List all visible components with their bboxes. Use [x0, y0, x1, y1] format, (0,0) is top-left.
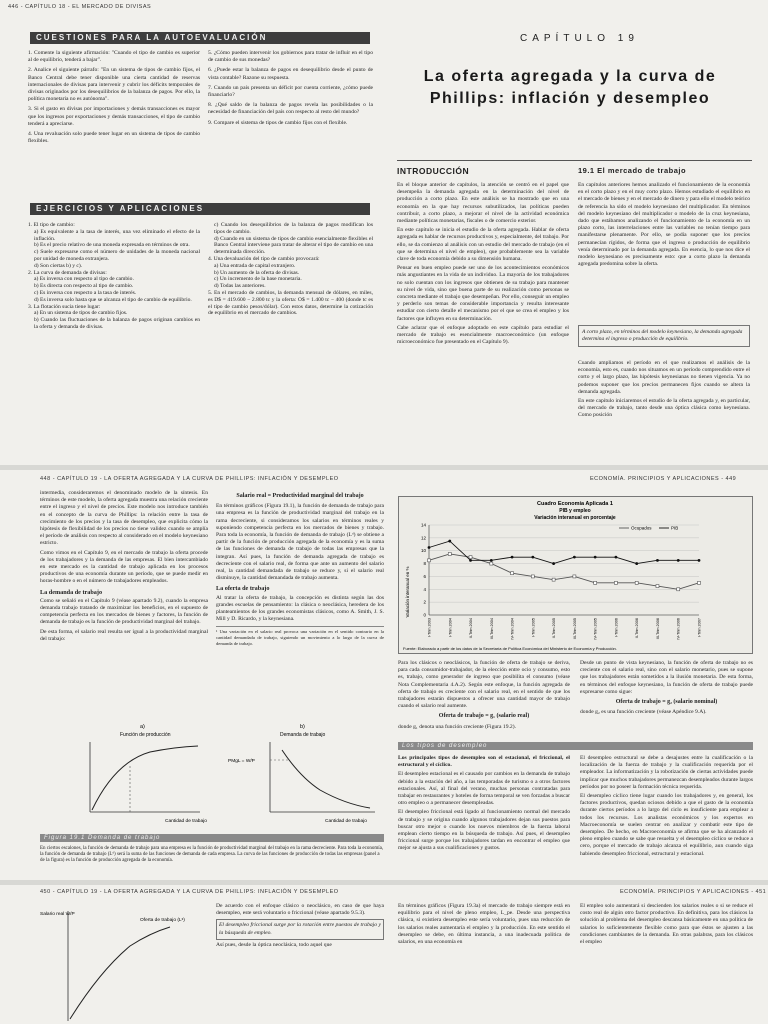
paragraph: Así pues, desde la óptica neoclásica, todo aquel que — [216, 941, 332, 948]
paragraph: El empleo solo aumentará si descienden los salarios reales o si se reduce el costo real de algún otro factor productivo. En definitiva, para los clásicos la solución al problema del desempleo descansa básicamente en una política de salarios lo suficientemente flexible como para que éstos se ajusten a las condiciones cambiantes de la demanda. En otras palabras, para los clásicos el empleo — [580, 903, 753, 946]
column-1 — [40, 490, 208, 645]
paragraph: En el bloque anterior de capítulos, la atención se centró en el papel que desempeña la demanda agregada en la determinación del nivel de producción a corto plazo. En este análisis se ha mostrado que en una economía en la que hay recursos subutilizados, las políticas pueden contribuir, a corto plazo, a mejorar el nivel de la actividad económica mediante políticas monetarias, fiscales o de comercio exterior. — [397, 182, 569, 225]
highlight-box — [578, 325, 750, 347]
y-tick-label: 14 — [420, 522, 426, 528]
exercise-option: c) Es inversa con respecto a la tasa de interés. — [34, 289, 137, 296]
data-point-ocupados — [635, 581, 638, 584]
section-band-ejercicios: EJERCICIOS Y APLICACIONES — [30, 203, 370, 215]
exercise-option: a) Es inversa con respecto al tipo de cambio. — [34, 276, 134, 283]
production-curve — [92, 746, 198, 810]
question-item: 3. Si el gasto en divisas por importaciones y demás transacciones es mayor que los ingresos por exportaciones y demás transacciones, el tipo de cambio tenderá a apreciarse. — [28, 106, 200, 127]
fig-a-x-label: Cantidad de trabajo — [165, 819, 207, 824]
data-point-pib — [656, 559, 659, 562]
chart-source: Fuente: Elaborado a partir de los datos de la Secretaría de Política Económica del Ministerio de Economía y Producción. — [403, 646, 617, 651]
intro-heading: INTRODUCCIÓN — [397, 166, 470, 176]
paragraph: Cuando ampliamos el período en el que realizamos el análisis de la economía, esto es, cuando nos situamos en un período comprendido entre el corto y el largo plazo, las hipótesis keynesianas no tienen vigencia. Ya no podemos suponer que los precios permanecen fijos cuando se altera la demanda agregada. — [578, 360, 750, 395]
exercise-option: d) Cuando en un sistema de tipos de cambio esencialmente flexibles el Banco Central interviene para tratar de alterar el tipo de cambio en una determinada dirección. — [214, 235, 373, 256]
paragraph: En este capítulo iniciaremos el estudio de la oferta agregada y, en particular, del mercado de trabajo, tanto desde una óptica clásica como keynesiana. Como posición — [578, 398, 750, 419]
data-point-pib — [552, 562, 555, 565]
question-item: 4. Una revaluación solo puede tener lugar en un sistema de tipos de cambio flexibles. — [28, 131, 200, 145]
paragraph: Pensar en buen empleo puede ser uno de los acontecimientos económicos más angustiantes en la vida de un individuo. La mayoría de los trabajadores no solo cuentan con los ingresos que obtienen de su trabajo para mantener su nivel de vida, sino que buena parte de su realización como personas se concreta mediante el trabajo que desempeñan. Por ello, conseguir un empleo y perderlo son temas de considerable importancia y resulta interesante estudiar con cierto detalle el mecanismo por el que se crea el empleo y los factores que influyen en su determinación. — [397, 265, 569, 322]
x-tick-label: II-Trim 2005 — [552, 618, 557, 639]
figure-19-1 — [70, 722, 380, 832]
data-point-pib — [511, 556, 514, 559]
question-item: 9. Compare el sistema de tipos de cambio fijos con el flexible. — [208, 119, 348, 126]
section-band-autoevaluacion: CUESTIONES PARA LA AUTOEVALUACIÓN — [30, 32, 370, 44]
exercise-item: 1. El tipo de cambio: — [28, 222, 75, 228]
intro-column — [397, 182, 569, 348]
x-tick-label: IV-Trim 2005 — [593, 618, 598, 640]
x-tick-label: I-Trim 2007 — [697, 618, 702, 638]
exercise-option: b) Un aumento de la oferta de divisas. — [214, 269, 300, 276]
y-tick-label: 2 — [423, 599, 426, 605]
exercise-option: c) Suele expresarse como el número de unidades de la moneda nacional por unidad de moneda extranjera. — [34, 249, 200, 262]
x-tick-label: I-Trim 2003 — [427, 618, 432, 638]
x-tick-label: IV-Trim 2004 — [510, 618, 515, 640]
column-3 — [398, 660, 570, 733]
data-point-ocupados — [677, 588, 680, 591]
paragraph: En términos gráficos (Figura 19.3a) el mercado de trabajo siempre está en equilibrio para el nivel de pleno empleo, L_pe. Desde una perspectiva clásica, si existiera desempleo este sería voluntario, pues una reducción de los salarios reales aumentaría el empleo y la producción. En este sentido el desempleo se debe, en última instancia, a una inadecuada política de salarios, en una economía en — [398, 903, 570, 946]
data-point-pib — [615, 556, 618, 559]
legend-label: PIB — [671, 525, 679, 531]
exercise-option: a) En un sistema de tipos de cambio fijos. — [34, 310, 128, 317]
highlight-box: El desempleo friccional surge por la rotación entre puestos de trabajo y la búsqueda de empleo. — [216, 919, 384, 939]
paragraph: Al tratar la oferta de trabajo, la concepción es distinta según las dos grandes escuelas de pensamiento: la clásica o neoclásica, heredera de los planteamientos de los grandes economistas clásicos, como A. Smith, J. S. Mill y D. Ricardo, y la keynesiana. — [216, 594, 384, 623]
paragraph: Para los clásicos o neoclásicos, la función de oferta de trabajo se deriva, para cada consumidor-trabajador, de la elección entre ocio y consumo, esto es, trabajo, como generador de ingreso que posibilita el consumo (véase Nota Complementaria 4.A.2). Según este enfoque, la función agregada de oferta de trabajo es creciente con el salario real, en el sentido de que los trabajadores estarán dispuestos a ofrecer una cantidad mayor de trabajo cuando el salario real aumente. — [398, 660, 570, 710]
x-tick-label: I-Trim 2006 — [614, 618, 619, 638]
x-tick-label: IV-Trim 2006 — [676, 618, 681, 640]
data-point-ocupados — [573, 575, 576, 578]
exercise-option: d) Es inversa solo hasta que se alcanza el tipo de cambio de equilibrio. — [34, 296, 192, 303]
paragraph: En este capítulo se inicia el estudio de la oferta agregada. Hablar de oferta agregada es hablar de recursos productivos y, especialmente, del trabajo. Por ello, se da comienzo al análisis con un estudio del mercado de trabajo (en el que se determina el nivel de empleo), que probablemente sea la variable clave de toda economía debido a su dimensión humana. — [397, 227, 569, 263]
x-tick-label: II-Trim 2004 — [469, 618, 474, 639]
question-item: 1. Comente la siguiente afirmación: "Cuando el tipo de cambio es superior al de equilibrio, tenderá a bajar". — [28, 50, 200, 64]
formula: Salario real = Productividad marginal del trabajo — [236, 493, 364, 499]
paragraph: En términos gráficos (Figura 19.1), la función de demanda de trabajo para una empresa es la función de productividad marginal del trabajo en la rama decreciente, si consideramos los salarios en términos reales y suponiendo competencia perfecta en los mercados de bienes y trabajo. Para toda la economía, la función de demanda de trabajo (Lᵈ) se obtiene a partir de la función de producción agregada de la economía y es la suma de las funciones de demanda de trabajo de todas las empresas que la integran. Así pues, la función de demanda agregada de trabajo es decreciente con el salario real, de forma que ante un aumento del salario real, la cantidad demandada de trabajo se reduce y, si el salario real disminuye, la cantidad demandada de trabajo aumenta. — [216, 503, 384, 582]
paragraph: Cabe aclarar que el enfoque adoptado en este capítulo para estudiar el mercado de trabajo es esencialmente macroeconómico (un enfoque microeconómico fue presentado en el Capítulo 9). — [397, 324, 569, 346]
exercise-option: c) Cuando los desequilibrios de la balanza de pagos modifican los tipos de cambio. — [214, 222, 373, 235]
exercises-left-column — [28, 222, 200, 331]
running-head-right: ECONOMÍA. PRINCIPIOS Y APLICACIONES - 449 — [590, 476, 737, 482]
figure-caption: En ciertos escalones, la función de demanda de trabajo para una empresa es la función de productividad marginal del trabajo en la rama decreciente. Para toda la economía, la función de demanda de trabajo (Lᵈ) será la suma de las funciones de demanda de cada empresa. La curva de las funciones de producción de todas las empresas (panel a de la figura) es la función de producción agregada de la economía. — [40, 846, 384, 863]
paragraph: intermedia, consideraremos el denominado modelo de la síntesis. En términos de este modelo, la oferta agregada muestra una relación creciente entre el ingreso y el nivel de precios. Este modelo nos introduce también en el concepto de la curva de Phillips: la relación entre la tasa de crecimiento de los precios y la tasa de desempleo, que explicita cómo la hipótesis de flexibilidad de los precios no tiene validez cuando se amplía el período de análisis con respecto al considerado en el modelo keynesiano estricto. — [40, 490, 208, 547]
question-item: 6. ¿Puede estar la balanza de pagos en desequilibrio desde el punto de vista contable? Razone su respuesta. — [208, 67, 373, 81]
data-point-ocupados — [614, 581, 617, 584]
exercise-option: a) Una entrada de capital extranjero. — [214, 262, 296, 269]
footnote: ¹ Una variación en el salario real provoca una variación en el sentido contrario en la cantidad demandada de trabajo, siguiendo un movimiento a lo largo de la curva de demanda de trabajo. — [216, 626, 384, 646]
paragraph: donde g₂ es una función creciente (véase Apéndice 9.A). — [580, 709, 707, 716]
x-tick-label: III-Trim 2006 — [655, 618, 660, 640]
legend-label: Ocupados — [631, 525, 652, 531]
x-tick-label: I-Trim 2005 — [531, 618, 536, 638]
column-3 — [398, 903, 570, 948]
exercises-right-column — [208, 222, 373, 317]
data-point-ocupados — [531, 575, 534, 578]
data-point-ocupados — [490, 562, 493, 565]
question-item: 7. Cuando un país presenta un déficit por cuenta corriente, ¿cómo puede financiarlo? — [208, 84, 373, 99]
data-point-pib — [635, 562, 638, 565]
paragraph: Como se señaló en el Capítulo 9 (véase apartado 9.2), cuando la empresa demanda trabajo tratando de maximizar los beneficios, en el supuesto de competencia perfecta en los mercados de bienes y factores, la función de demanda de trabajo es la función de productividad marginal del trabajo. — [40, 597, 208, 626]
data-point-pib — [531, 556, 534, 559]
chart-subtitle-2: Variación interanual en porcentaje — [534, 515, 616, 521]
chart-plot-area — [421, 523, 702, 640]
y-tick-label: 6 — [423, 573, 426, 579]
x-tick-label: I-Trim 2004 — [448, 618, 453, 638]
exercise-item: 4. Una devaluación del tipo de cambio provocará: — [208, 255, 320, 262]
data-point-pib — [448, 540, 451, 543]
figure-19-2 — [40, 901, 210, 1021]
x-tick-label: III-Trim 2004 — [489, 618, 494, 640]
section-heading: 19.1 El mercado de trabajo — [578, 166, 687, 175]
running-head: 446 - CAPÍTULO 18 - EL MERCADO DE DIVISAS — [8, 4, 152, 10]
column-4 — [580, 660, 753, 718]
chapter-label: CAPÍTULO 19 — [520, 33, 639, 44]
formula: Oferta de trabajo = g₁ (salario real) — [438, 713, 530, 720]
x-tick-label: III-Trim 2005 — [572, 618, 577, 640]
data-point-ocupados — [469, 556, 472, 559]
data-point-ocupados — [594, 581, 597, 584]
fig-b-label: b) — [300, 724, 305, 730]
x-tick-label: II-Trim 2006 — [635, 618, 640, 639]
exercise-option: a) Es equivalente a la tasa de interés, una vez eliminado el efecto de la inflación. — [34, 228, 200, 242]
figure-caption-band: Figura 19.1 Demanda de trabajo — [40, 834, 384, 842]
paragraph: Como vimos en el Capítulo 9, en el mercado de trabajo la oferta procede de los trabajadores y la demanda de las empresas. El bien intercambiado en este mercado es la cantidad de trabajo aplicada en los procesos productivos de una economía durante un período, que se puede medir en horas-hombre o en el número de trabajadores empleados. — [40, 549, 208, 585]
paragraph: El desempleo friccional está ligado al funcionamiento normal del mercado de trabajo y se origina cuando algunos trabajadores dejan sus puestos para buscar otro mejor o cuando los nuevos miembros de la fuerza laboral emplean cierto tiempo en la búsqueda de trabajo. Así pues, el desempleo friccional surge porque los trabajadores tardan en encontrar el empleo que mejor se ajusta a sus cualificaciones y gustos. — [398, 809, 570, 852]
chart-subtitle-1: PIB y empleo — [559, 508, 591, 514]
data-point-ocupados — [428, 559, 431, 562]
exercise-item: 3. La flotación sucia tiene lugar: — [28, 303, 101, 310]
fig-a-label: a) — [140, 724, 145, 730]
paragraph: Desde un punto de vista keynesiano, la función de oferta de trabajo no es creciente con el salario real, sino con el salario monetario, pues se supone que los trabajadores están sometidos a la ilusión monetaria. De esta forma, en términos del enfoque keynesiano, la función de oferta de trabajo puede expresarse como sigue: — [580, 660, 753, 695]
page-448-449 — [0, 470, 768, 880]
data-point-pib — [677, 559, 680, 562]
paragraph: De esta forma, el salario real resulta ser igual a la productividad marginal del trabajo: — [40, 628, 208, 642]
data-point-pib — [594, 556, 597, 559]
exercise-option: d) Son ciertas b) y c). — [34, 262, 83, 269]
column-4 — [580, 903, 753, 948]
fig-b-x-label: Cantidad de trabajo — [325, 819, 367, 824]
paragraph: El desempleo cíclico tiene lugar cuando los trabajadores y, en general, los factores productivos, quedan ociosos debido a que el gasto de la economía durante ciertos períodos a lo largo del ciclo es insuficiente para emplear a todos los recursos. Los analistas económicos y los expertos en Macroeconomía se suelen centrar en analizar y combatir este tipo de desempleo. De hecho, en Macroeconomía se afirma que se ha alcanzado el pleno empleo cuando se sabe que resuelta y el desempleo cíclico se reduce a cero, porque el mercado de trabajo alcanza el equilibrio, aun cuando siga habiendo desempleo friccional, estructural y estacional. — [580, 793, 753, 857]
question-item: 2. Analice el siguiente párrafo: "En un sistema de tipos de cambio fijos, el Banco Central debe tener disponible una cierta cantidad de reservas internacionales de divisas para intervenir y cubrir los déficits temporales de divisas originados por los desequilibrios de la balanza de pagos. Por ello, la política monetaria no es autónoma". — [28, 67, 200, 103]
highlight-text: A corto plazo, en términos del modelo keynesiano, la demanda agregada determina el ingreso o producción de equilibrio. — [582, 329, 743, 342]
pib-employment-chart — [399, 497, 752, 653]
y-tick-label: 0 — [423, 612, 426, 618]
exercise-option: d) Todas las anteriores. — [214, 283, 266, 290]
data-point-pib — [490, 559, 493, 562]
data-point-pib — [469, 559, 472, 562]
figure-19-1-svg — [70, 722, 380, 832]
paragraph: El desempleo estacional es el causado por cambios en la demanda de trabajo debido a la estación del año, a las temporadas de turismo o a otros factores estacionales. Así, al final del verano, muchas personas contratadas para trabajar en restaurantes y hoteles de forma temporal se ven forzadas a buscar otro empleo o a permanecer desempleadas. — [398, 771, 570, 807]
section-column — [578, 182, 750, 270]
chart-title: Cuadro Economía Aplicada 1 — [537, 501, 613, 507]
exercise-option: b) Cuando las fluctuaciones de la balanza de pagos originan cambios en la oferta y demanda de divisas. — [34, 317, 200, 330]
question-item: 5. ¿Cómo pueden intervenir los gobiernos para tratar de influir en el tipo de cambio de sus monedas? — [208, 50, 373, 64]
data-point-pib — [698, 559, 701, 562]
running-head-left: 448 - CAPÍTULO 19 - LA OFERTA AGREGADA Y LA CURVA DE PHILLIPS: INFLACIÓN Y DESEMPLEO — [40, 476, 339, 482]
fig-b-y-label: PMgL = W/P — [228, 759, 255, 764]
chart-box — [398, 496, 753, 654]
exercise-option: c) Un incremento de la base monetaria. — [214, 276, 302, 283]
data-point-ocupados — [511, 572, 514, 575]
formula: Oferta de trabajo = g₂ (salario nominal) — [615, 699, 718, 706]
exercise-option: b) Es el precio relativo de una moneda expresada en términos de otra. — [34, 242, 190, 249]
paragraph: El desempleo estructural se debe a desajustes entre la cualificación o la localización de la fuerza de trabajo y la cualificación requerida por el empleador. La informatización y la robotización de ciertas actividades puede implicar que muchos trabajadores permanezcan desempleados durante largos períodos por no poseer la formación técnica requerida. — [580, 755, 753, 790]
column-4-types — [580, 755, 753, 860]
paragraph: Los principales tipos de desempleo son el estacional, el friccional, el estructural y el cíclico. — [398, 755, 570, 769]
paragraph: donde g₁ denota una función creciente (Figura 19.2). — [398, 723, 516, 730]
y-tick-label: 4 — [423, 586, 426, 592]
column-3-types — [398, 755, 570, 855]
data-point-ocupados — [656, 585, 659, 588]
questions-left-column — [28, 50, 200, 148]
fig-a-title: Función de producción — [120, 732, 171, 738]
fig-y-label: Salario real W/P — [40, 912, 75, 917]
labor-demand-curve — [282, 750, 370, 808]
exercise-item: 5. En el mercado de cambios, la demanda mensual de dólares, en miles, es D$ = 419.600 − 2.800 tc y la oferta: O$ = 1.400 tc − 400 (donde tc es el tipo de cambio pesos/dólar). Con estos datos, determine la cotización de equilibrio en el mercado de cambios. — [208, 289, 373, 317]
exercise-item: 2. La curva de demanda de divisas: — [28, 269, 107, 276]
page-450-451 — [0, 885, 768, 1024]
questions-right-column — [208, 50, 373, 130]
data-point-ocupados — [698, 581, 701, 584]
section-column-continued — [578, 360, 750, 422]
y-tick-label: 8 — [423, 561, 426, 567]
subheading: La demanda de trabajo — [40, 588, 103, 596]
running-head-left: 450 - CAPÍTULO 19 - LA OFERTA AGREGADA Y LA CURVA DE PHILLIPS: INFLACIÓN Y DESEMPLEO — [40, 889, 339, 895]
page-446-447 — [0, 0, 768, 465]
y-tick-label: 12 — [420, 535, 426, 541]
data-point-ocupados — [552, 578, 555, 581]
data-point-ocupados — [448, 552, 451, 555]
fig-b-title: Demanda de trabajo — [280, 732, 326, 738]
paragraph: De acuerdo con el enfoque clásico o neoclásico, en caso de que haya desempleo, este será voluntario o friccional (véase apartado 9.5.3). — [216, 903, 384, 917]
running-head-right: ECONOMÍA. PRINCIPIOS Y APLICACIONES - 451 — [620, 889, 767, 895]
data-point-pib — [428, 546, 431, 549]
exercise-option: b) Es directa con respecto al tipo de cambio. — [34, 283, 134, 290]
chapter-title: La oferta agregada y la curva de Phillips: inflación y desempleo — [423, 68, 717, 107]
fig-curve-label: Oferta de trabajo (Lˢ) — [140, 918, 185, 923]
column-2 — [216, 903, 384, 951]
paragraph: En capítulos anteriores hemos analizado el funcionamiento de la economía en el corto plazo y en el muy corto plazo. Hemos estudiado el equilibrio en el mercado de bienes y en el mercado de dinero y para ello el modelo teórico de referencia ha sido el modelo keynesiano del multiplicador. En términos del modelo keynesiano del multiplicador o modelo de la cruz keynesiana, dado que estábamos analizando el funcionamiento de la economía en un plazo corto, las interrelaciones entre las variables no tenían tiempo para manifestarse plenamente. Por ello, se podía suponer que los precios permanecían rígidos, de forma que el ingreso o producción de equilibrio venía determinado por la demanda agregada. En esencia, lo que nos dice el modelo keynesiano es precisamente esto: que a corto plazo la demanda agregada predomina sobre la oferta. — [578, 182, 750, 268]
labor-supply-curve — [70, 927, 170, 1019]
y-tick-label: 10 — [420, 548, 426, 554]
chart-y-label: Variación interanual en % — [405, 566, 410, 618]
question-item: 8. ¿Qué saldo de la balanza de pagos revela las posibilidades o la necesidad de financiación del país con respecto al resto del mundo? — [208, 102, 373, 116]
column-2 — [216, 490, 384, 649]
unemployment-band: Los tipos de desempleo — [398, 742, 753, 750]
subheading: La oferta de trabajo — [216, 585, 270, 593]
data-point-pib — [573, 556, 576, 559]
divider — [397, 160, 752, 161]
